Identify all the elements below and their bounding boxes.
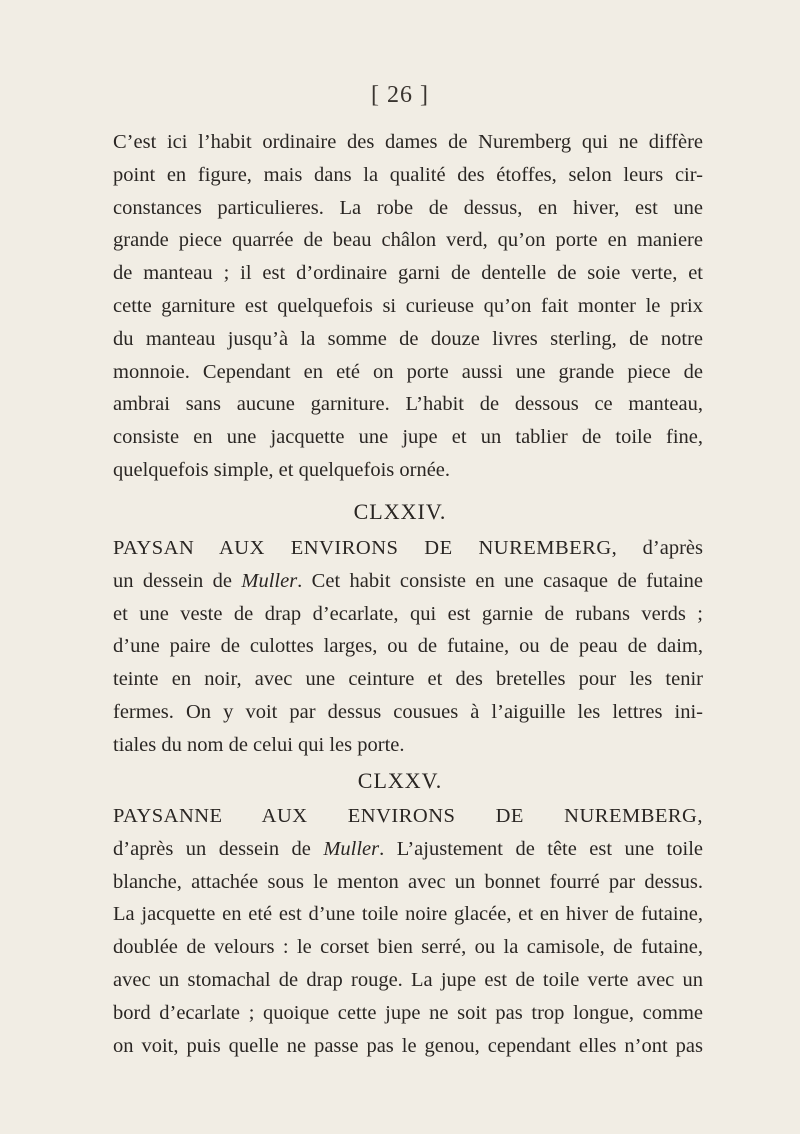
text-line: du manteau jusqu’à la somme de douze livres sterling, de notre <box>113 327 703 350</box>
author-name: Muller <box>323 837 380 860</box>
text-line: doublée de velours : le corset bien serré, ou la camisole, de futaine, <box>113 936 703 959</box>
section-number-clxxv: CLXXV. <box>357 768 443 793</box>
text-line: de manteau ; il est d’ordinaire garni de dentelle de soie verte, et <box>113 262 703 285</box>
text-line: point en figure, mais dans la qualité des étoffes, selon leurs cir- <box>113 163 703 186</box>
text-line <box>113 833 703 866</box>
section-clxxv-body <box>113 800 703 1062</box>
text-line: blanche, attachée sous le menton avec un bonnet fourré par dessus. <box>113 870 703 893</box>
text-line: fermes. On y voit par dessus cousues à l’aiguille les lettres ini- <box>113 700 703 723</box>
section-title: PAYSAN AUX ENVIRONS DE NUREMBERG, <box>113 537 618 559</box>
section-number-clxxiv: CLXXIV. <box>353 499 447 524</box>
text-line <box>113 565 703 598</box>
text-line: quelquefois simple, et quelquefois ornée. <box>113 458 451 481</box>
page-number: [ 26 ] <box>371 82 429 108</box>
text-line: monnoie. Cependant en eté on porte aussi une grande piece de <box>113 360 703 383</box>
section-clxxiv-body <box>113 532 703 762</box>
section-title-line <box>113 800 703 833</box>
text-line: La jacquette en eté est d’une toile noire glacée, et en hiver de futaine, <box>113 903 703 926</box>
text-fragment: . L’ajustement de tête est une toile <box>379 837 703 860</box>
section-title-suffix: d’après <box>617 537 703 559</box>
text-line: on voit, puis quelle ne passe pas le genou, cependant elles n’ont pas <box>113 1034 703 1057</box>
text-line: ambrai sans aucune garniture. L’habit de dessous ce manteau, <box>113 393 703 416</box>
section-title: PAYSANNE AUX ENVIRONS DE NUREMBERG, <box>113 805 703 827</box>
text-line: grande piece quarrée de beau châlon verd, qu’on porte en maniere <box>113 229 703 252</box>
text-fragment: un dessein de <box>113 569 242 592</box>
section-title-line <box>113 532 703 565</box>
author-name: Muller <box>241 569 298 592</box>
text-line: tiales du nom de celui qui les porte. <box>113 733 405 756</box>
text-line: d’une paire de culottes larges, ou de futaine, ou de peau de daim, <box>113 635 703 658</box>
text-line: bord d’ecarlate ; quoique cette jupe ne soit pas trop longue, comme <box>113 1001 703 1024</box>
text-line: avec un stomachal de drap rouge. La jupe est de toile verte avec un <box>113 968 703 991</box>
text-fragment: . Cet habit consiste en une casaque de futaine <box>297 569 703 592</box>
text-line: constances particulieres. La robe de dessus, en hiver, est une <box>113 196 703 219</box>
text-fragment: d’après un dessein de <box>113 837 324 860</box>
text-line: teinte en noir, avec une ceinture et des bretelles pour les tenir <box>113 668 703 691</box>
text-line: cette garniture est quelquefois si curieuse qu’on fait monter le prix <box>113 294 703 317</box>
text-line: C’est ici l’habit ordinaire des dames de Nuremberg qui ne diffère <box>113 131 703 153</box>
paragraph-intro <box>113 126 703 487</box>
text-line: consiste en une jacquette une jupe et un tablier de toile fine, <box>113 426 703 449</box>
text-line: et une veste de drap d’ecarlate, qui est garnie de rubans verds ; <box>113 602 703 625</box>
